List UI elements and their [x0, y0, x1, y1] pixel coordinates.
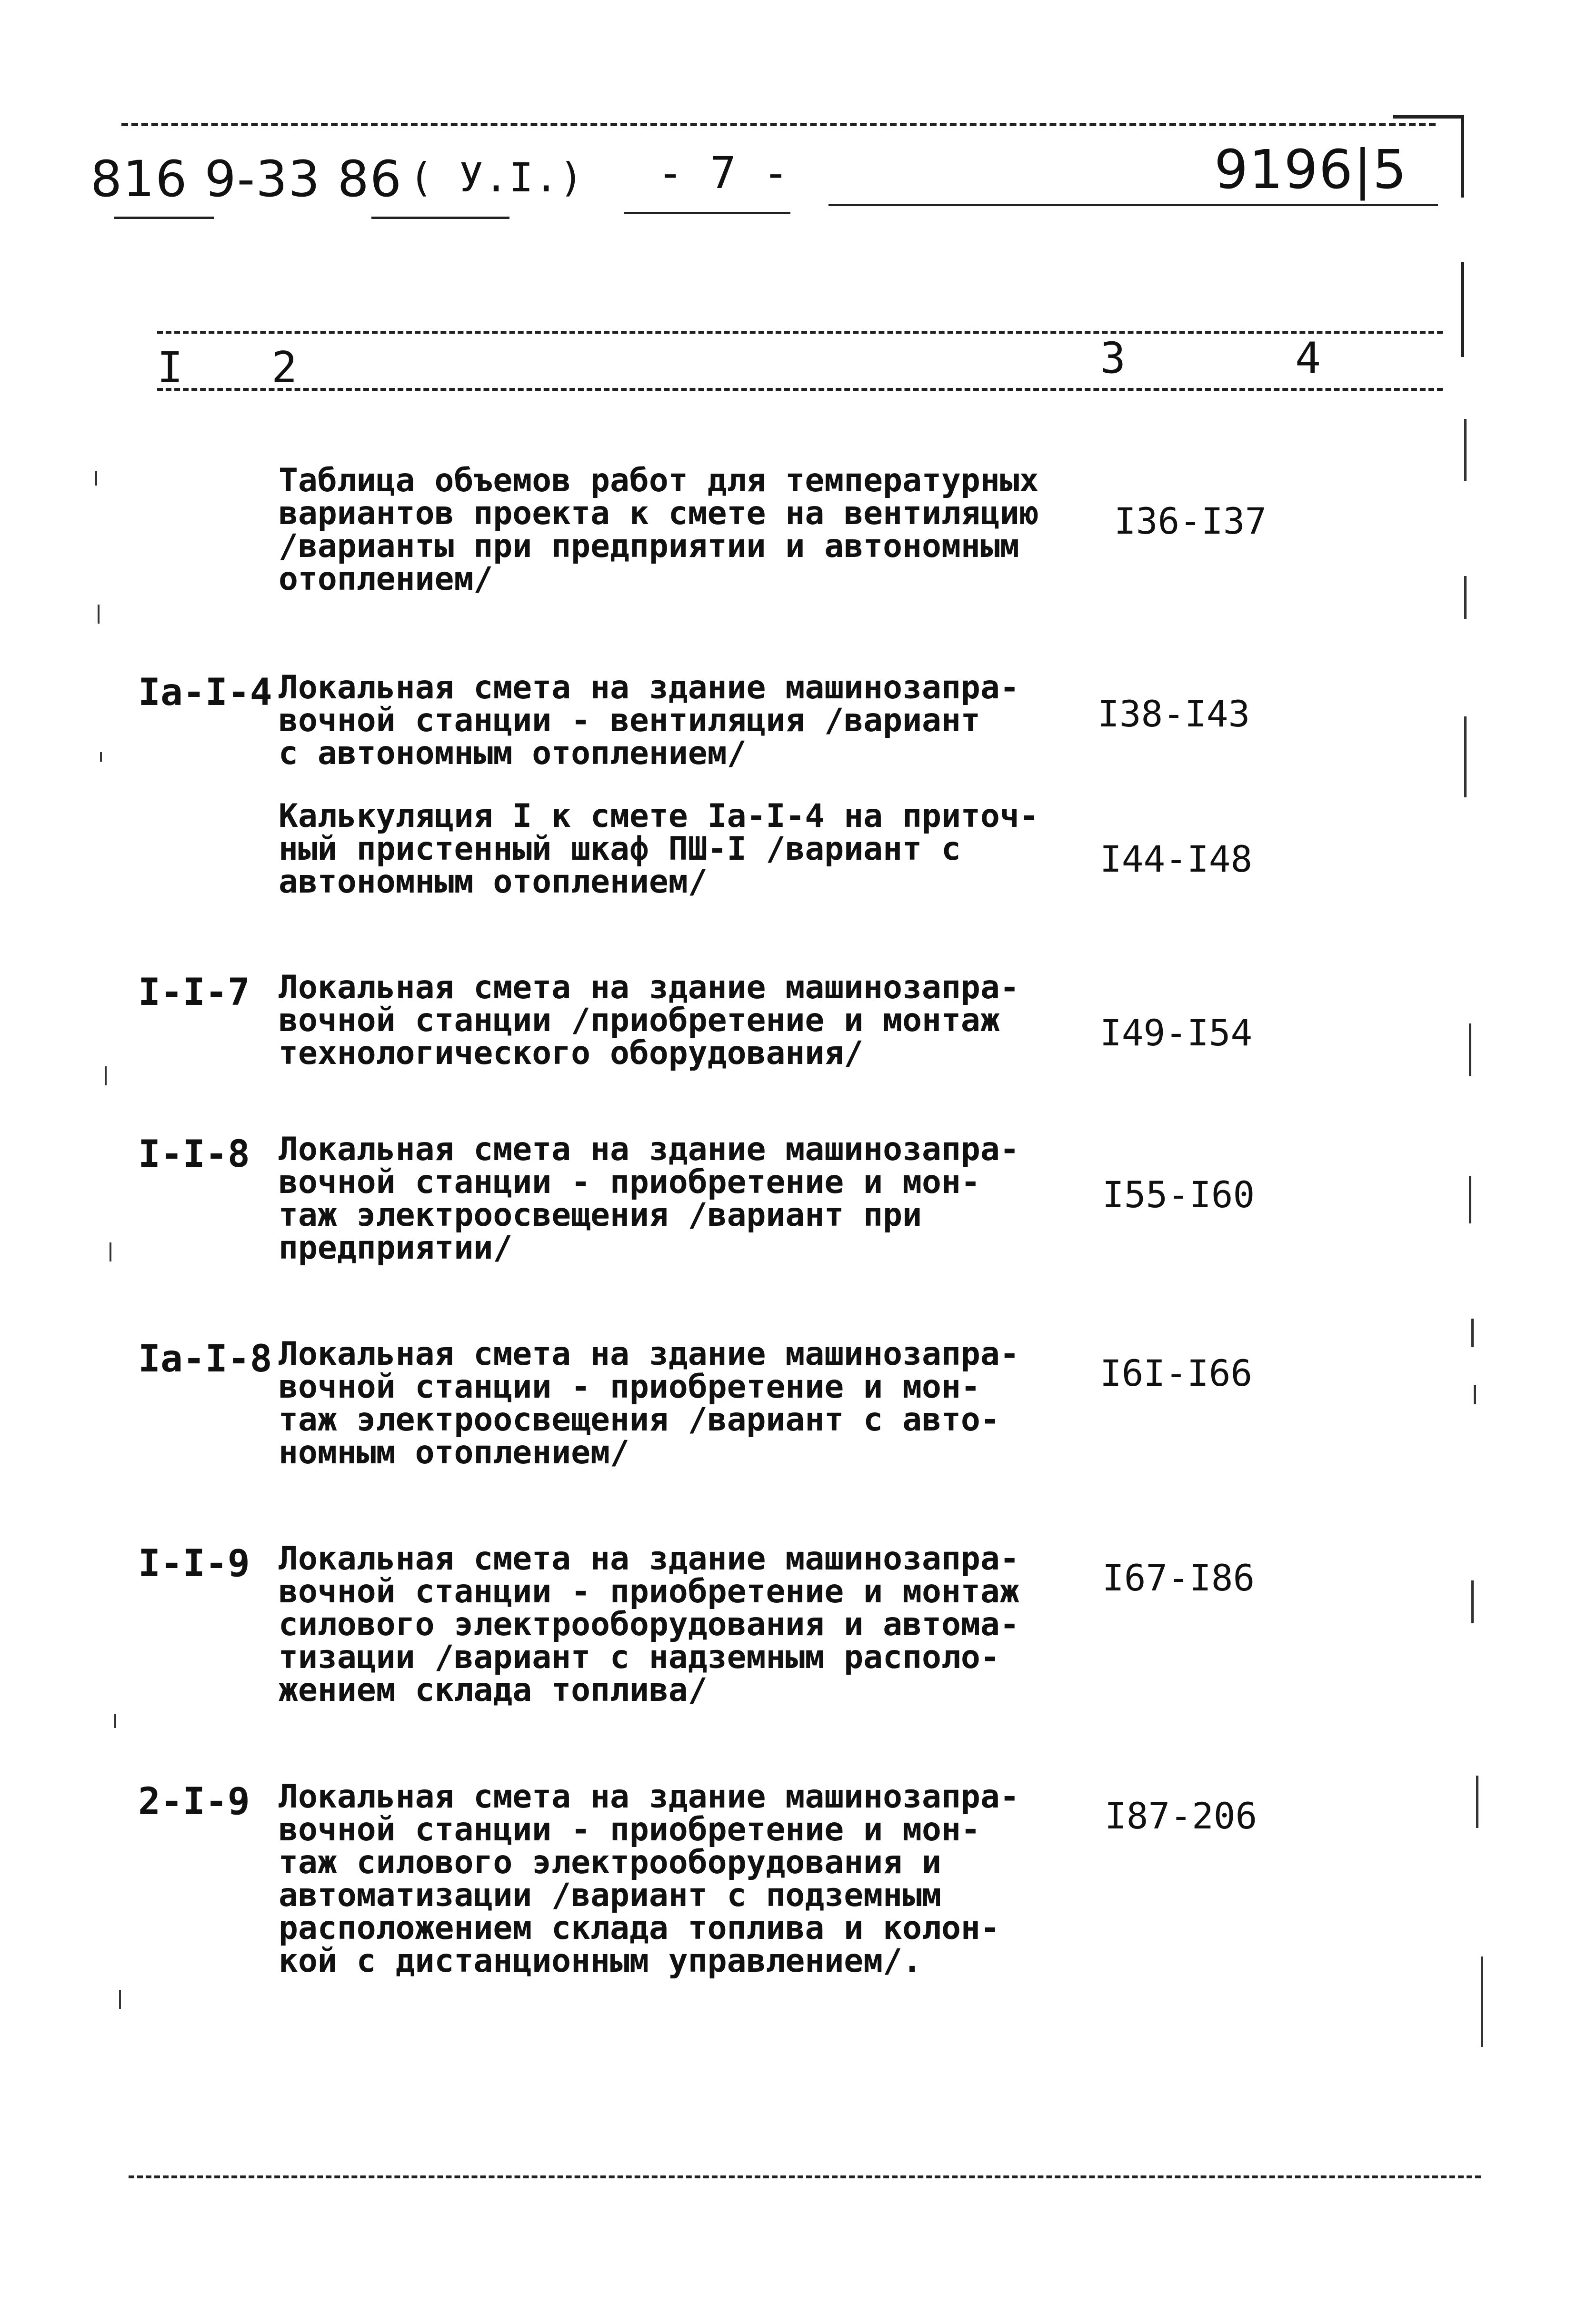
header-underline-right: [828, 204, 1438, 206]
left-margin-mark: [119, 1990, 121, 2009]
right-frame-line-top: [1461, 117, 1464, 198]
row-description: Локальная смета на здание машинозапра- вочной станции - приобретение и мон- таж электроосвещения /вариант при предприятии/: [279, 1131, 1019, 1267]
left-margin-mark: [114, 1714, 116, 1728]
right-margin-mark: [1481, 1957, 1483, 2047]
top-right-corner-line: [1393, 115, 1464, 119]
row-description: Локальная смета на здание машинозапра- вочной станции /приобретение и монтаж технологического оборудования/: [279, 969, 1019, 1072]
header-underline-page: [624, 212, 790, 214]
row-pages: I36-I37: [1114, 500, 1267, 542]
right-margin-mark: [1469, 1023, 1471, 1076]
column-header-top-rule: [157, 331, 1443, 334]
left-margin-mark: [95, 471, 97, 486]
row-code: I-I-9: [138, 1542, 250, 1585]
row-pages: I38-I43: [1098, 693, 1250, 735]
left-margin-mark: [98, 605, 100, 624]
right-margin-mark: [1474, 1385, 1476, 1404]
right-margin-mark: [1471, 1319, 1474, 1347]
bottom-dashed-line: [129, 2175, 1481, 2178]
right-margin-mark: [1469, 1176, 1471, 1223]
right-margin-mark: [1464, 419, 1467, 481]
right-margin-mark: [1476, 1776, 1478, 1828]
column-header-1: I: [157, 343, 183, 393]
row-code: I-I-8: [138, 1133, 250, 1176]
row-code: Ia-I-4: [138, 671, 272, 714]
top-dashed-line: [121, 123, 1436, 126]
row-description: Локальная смета на здание машинозапра- вочной станции - приобретение и мон- таж электроосвещения /вариант с авто- номным отоплением/: [279, 1335, 1019, 1471]
document-code-suffix: ( У.I.): [409, 154, 585, 201]
right-margin-mark: [1464, 716, 1467, 797]
row-code: Ia-I-8: [138, 1338, 272, 1380]
row-pages: I87-206: [1105, 1795, 1258, 1837]
right-margin-mark: [1471, 1580, 1474, 1623]
row-pages: I49-I54: [1100, 1012, 1253, 1054]
left-margin-mark: [105, 1066, 107, 1085]
left-margin-mark: [110, 1242, 111, 1261]
header-underline-left: [114, 217, 214, 219]
row-description: Локальная смета на здание машинозапра- вочной станции - вентиляция /вариант с автономным отоплением/: [279, 669, 1019, 772]
row-description: Локальная смета на здание машинозапра- вочной станции - приобретение и мон- таж силового электрооборудования и автоматизации /вариант с подземным расположением склада топлива и колон- кой с дистанционным управлением/.: [279, 1778, 1019, 1980]
row-pages: I6I-I66: [1100, 1352, 1253, 1394]
column-header-2: 2: [271, 343, 298, 393]
row-code: I-I-7: [138, 971, 250, 1014]
left-margin-mark: [100, 752, 102, 762]
column-header-bottom-rule: [157, 388, 1443, 391]
document-code-number: 816 9-33 86: [90, 150, 402, 208]
column-header-4: 4: [1295, 333, 1321, 383]
row-pages: I44-I48: [1100, 838, 1253, 880]
document-code: [90, 150, 584, 208]
header-underline-suffix: [371, 217, 509, 219]
row-pages: I67-I86: [1102, 1557, 1255, 1599]
sheet-number: 9196|5: [1214, 139, 1408, 201]
right-frame-line-upper: [1461, 262, 1464, 357]
row-description: Локальная смета на здание машинозапра- вочной станции - приобретение и монтаж силового электрооборудования и автома- тизации /вариант с надземным располо- жением склада топлива/: [279, 1540, 1019, 1709]
page-number: - 7 -: [657, 148, 789, 199]
column-header-3: 3: [1100, 333, 1126, 383]
row-description: Таблица объемов работ для температурных вариантов проекта к смете на вентиляцию /варианты при предприятии и автономным отоплением/: [279, 462, 1039, 598]
row-code: 2-I-9: [138, 1780, 250, 1823]
row-description: Калькуляция I к смете Ia-I-4 на приточ- ный пристенный шкаф ПШ-I /вариант с автономным отоплением/: [279, 797, 1039, 901]
row-pages: I55-I60: [1102, 1173, 1255, 1216]
right-margin-mark: [1464, 576, 1467, 619]
